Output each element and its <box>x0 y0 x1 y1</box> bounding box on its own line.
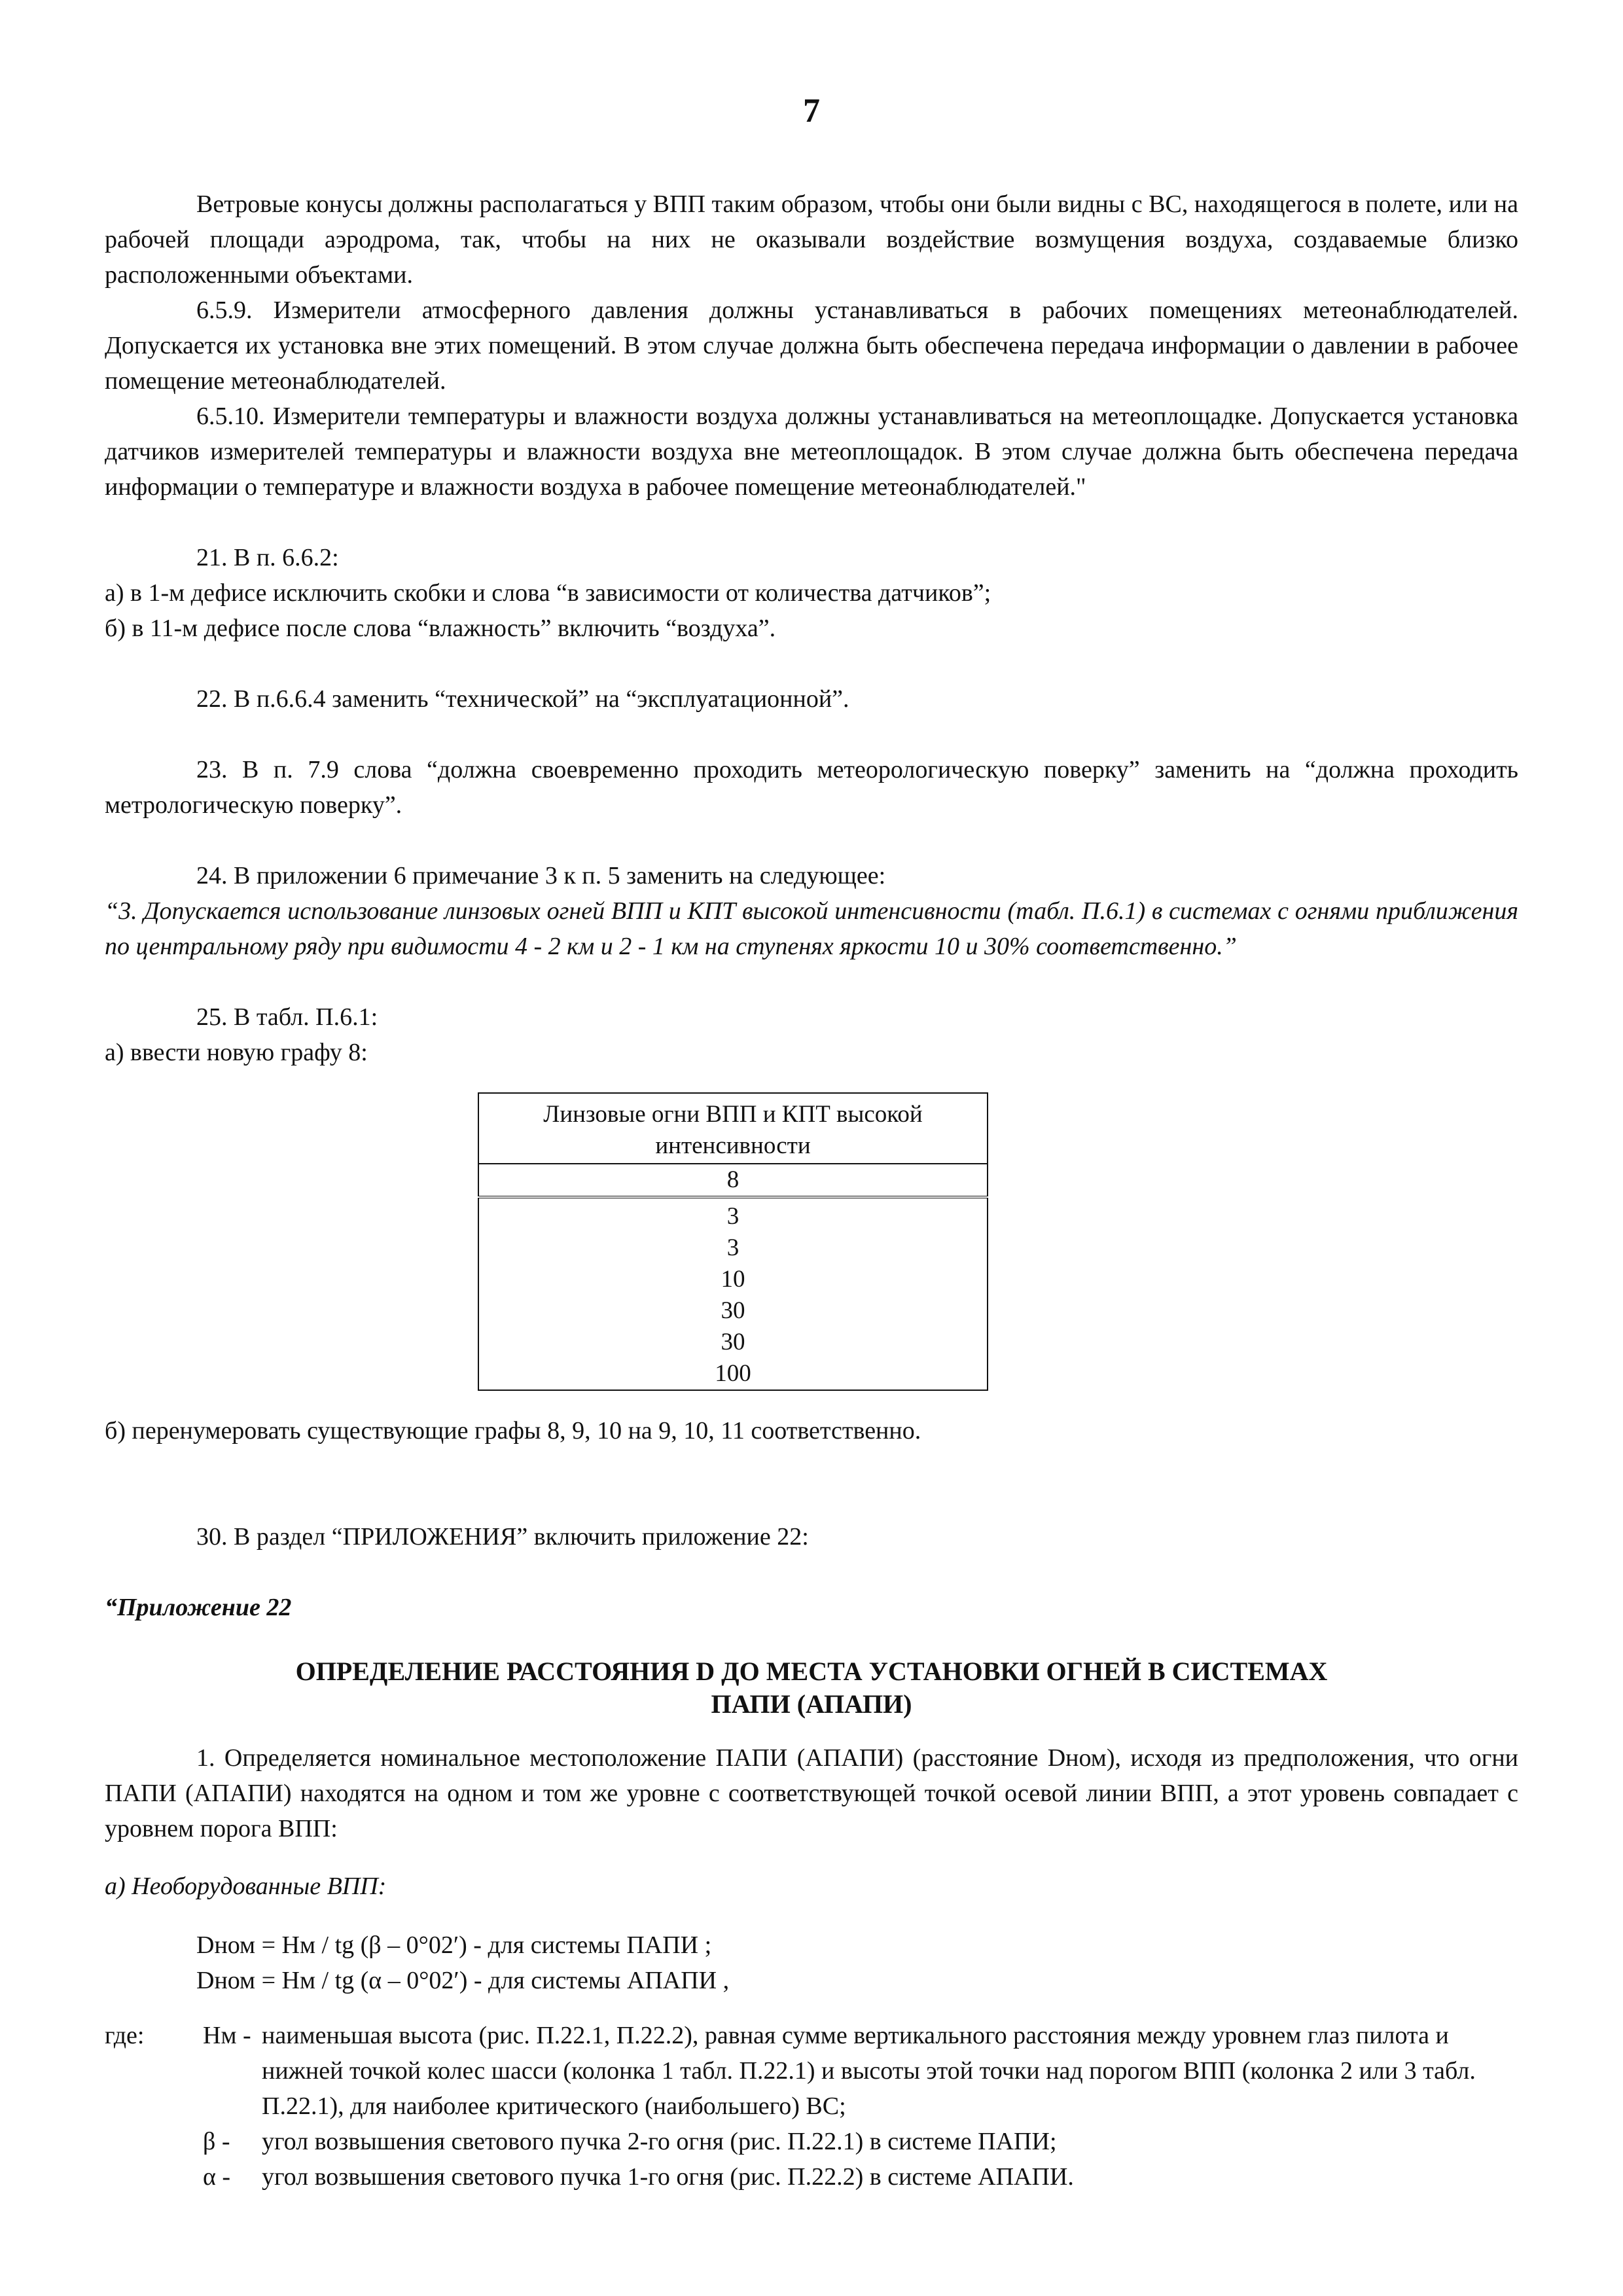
appendix-title-line-2: ПАПИ (АПАПИ) <box>711 1689 912 1719</box>
point-1: 1. Определяется номинальное местоположение ПАПИ (АПАПИ) (расстояние Dном), исходя из предположения, что огни ПАПИ (АПАПИ) находятся на одном и том же уровне с соответствующей точкой осевой линии ВПП, а этот уровень совпадает с уровнем порога ВПП: <box>105 1744 1518 1842</box>
definition-text: угол возвышения светового пучка 1-го огня (рис. П.22.2) в системе АПАПИ. <box>262 2163 1074 2191</box>
table-cell: 3 <box>726 1234 740 1261</box>
appendix-title-line-1: ОПРЕДЕЛЕНИЕ РАССТОЯНИЯ D ДО МЕСТА УСТАНОВКИ ОГНЕЙ В СИСТЕМАХ <box>295 1657 1328 1686</box>
lens-lights-table <box>478 1092 988 1391</box>
formula-papi: Dном = Hм / tg (β – 0°02′) - для системы ПАПИ ; <box>196 1931 712 1959</box>
table-cell: 30 <box>721 1297 745 1324</box>
definition-symbol: α - <box>203 2163 231 2191</box>
item-24-quote: “3. Допускается использование линзовых огней ВПП и КПТ высокой интенсивности (табл. П.6.1) в системах с огнями приближения по центральному ряду при видимости 4 - 2 км и 2 - 1 км на ступенях яркости 10 и 30% соответственно.” <box>105 897 1518 960</box>
definitions-list <box>105 2018 1518 2195</box>
appendix-label: “Приложение 22 <box>105 1594 292 1621</box>
table-header: Линзовые огни ВПП и КПТ высокой интенсивности <box>478 1093 988 1164</box>
paragraph-6-5-10: 6.5.10. Измерители температуры и влажности воздуха должны устанавливаться на метеоплощадке. Допускается установка датчиков измерителей температуры и влажности воздуха вне метеоплощадок. В этом случае должна быть обеспечена передача информации о температуре и влажности воздуха в рабочее помещение метеонаблюдателей." <box>105 403 1518 501</box>
item-30: 30. В раздел “ПРИЛОЖЕНИЯ” включить приложение 22: <box>196 1523 809 1551</box>
table-cell: 100 <box>715 1360 751 1387</box>
item-21-heading: 21. В п. 6.6.2: <box>196 544 339 571</box>
definition-symbol: Hм - <box>203 2022 251 2049</box>
item-25-a: а) ввести новую графу 8: <box>105 1039 368 1066</box>
item-22: 22. В п.6.6.4 заменить “технической” на “эксплуатационной”. <box>196 685 849 713</box>
where-label: где: <box>105 2022 145 2049</box>
item-25-heading: 25. В табл. П.6.1: <box>196 1003 378 1031</box>
formula-apapi: Dном = Hм / tg (α – 0°02′) - для системы АПАПИ , <box>196 1967 730 1994</box>
item-21-b: б) в 11-м дефисе после слова “влажность” включить “воздуха”. <box>105 615 776 642</box>
table-column-number: 8 <box>478 1164 988 1197</box>
subheading-a: а) Необорудованные ВПП: <box>105 1873 387 1900</box>
document-body <box>105 187 1518 2195</box>
paragraph-6-5-9: 6.5.9. Измерители атмосферного давления должны устанавливаться в рабочих помещениях метеонаблюдателей. Допускается их установка вне этих помещений. В этом случае должна быть обеспечена передача информации о давлении в рабочее помещение метеонаблюдателей. <box>105 296 1518 395</box>
definition-text: угол возвышения светового пучка 2-го огня (рис. П.22.1) в системе ПАПИ; <box>262 2128 1057 2155</box>
item-23: 23. В п. 7.9 слова “должна своевременно проходить метеорологическую поверку” заменить на “должна проходить метрологическую поверку”. <box>105 756 1518 819</box>
item-21-a: а) в 1-м дефисе исключить скобки и слова “в зависимости от количества датчиков”; <box>105 579 991 607</box>
table-cell: 10 <box>721 1266 745 1293</box>
item-25-b: б) перенумеровать существующие графы 8, 9, 10 на 9, 10, 11 соответственно. <box>105 1417 921 1444</box>
definition-symbol: β - <box>203 2128 230 2155</box>
item-24-heading: 24. В приложении 6 примечание 3 к п. 5 заменить на следующее: <box>196 862 886 889</box>
paragraph-wind-cones: Ветровые конусы должны располагаться у ВПП таким образом, чтобы они были видны с ВС, находящегося в полете, или на рабочей площади аэродрома, так, чтобы на них не оказывали воздействие возмущения воздуха, создаваемые близко расположенными объектами. <box>105 190 1518 289</box>
page-number: 7 <box>803 92 820 130</box>
definition-text: наименьшая высота (рис. П.22.1, П.22.2), равная сумме вертикального расстояния между уровнем глаз пилота и нижней точкой колес шасси (колонка 1 табл. П.22.1) и высоты этой точки над порогом ВПП (колонка 2 или 3 табл. П.22.1), для наиболее критического (наибольшего) ВС; <box>262 2022 1476 2120</box>
appendix-title <box>105 1655 1518 1721</box>
table-cell: 30 <box>721 1329 745 1355</box>
table-cell: 3 <box>726 1203 740 1230</box>
